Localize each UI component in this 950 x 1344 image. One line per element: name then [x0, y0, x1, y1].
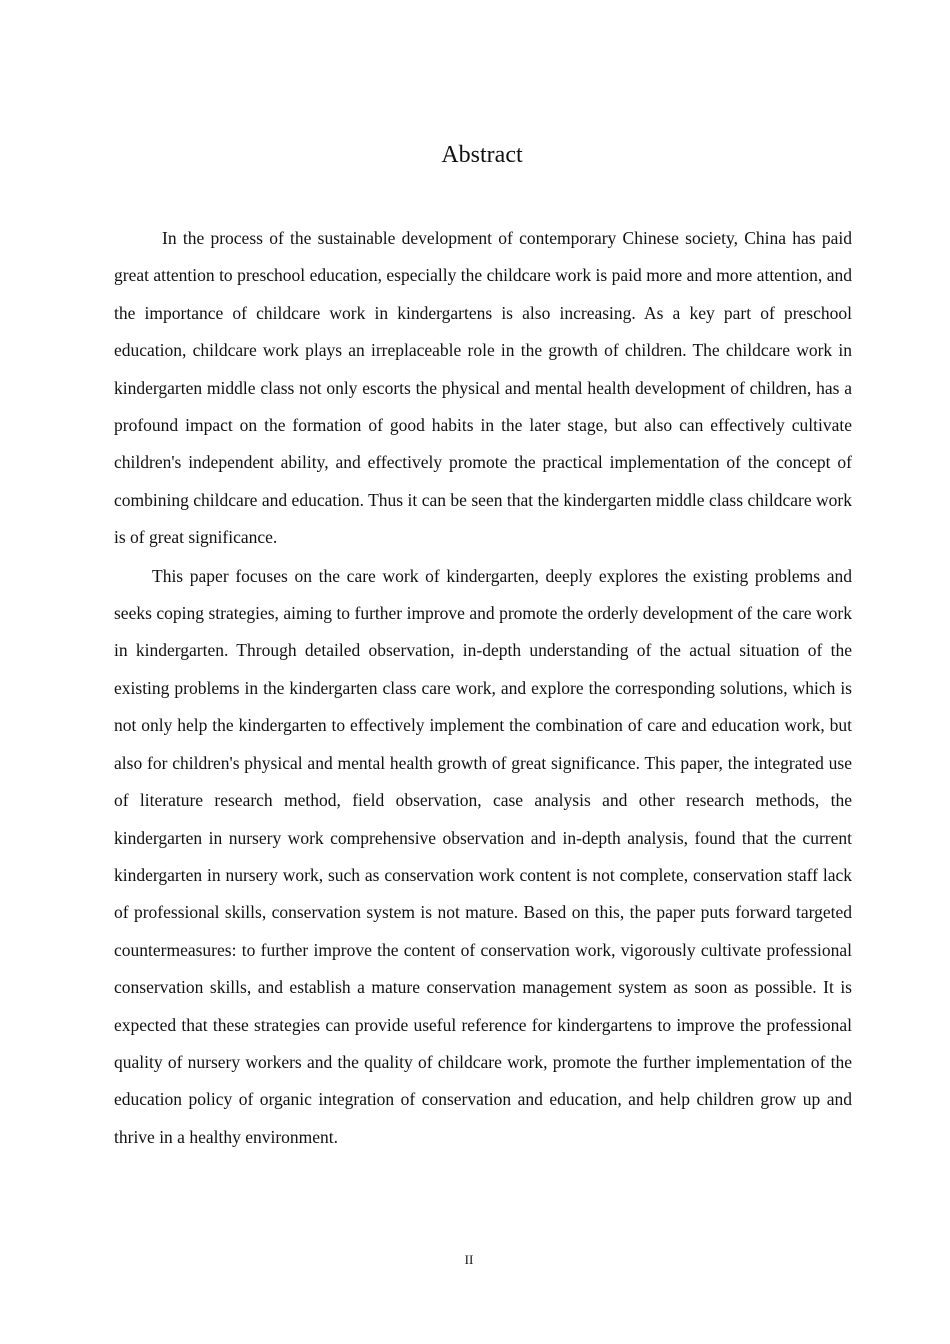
- abstract-body: [114, 220, 852, 1156]
- page-number: II: [464, 1252, 474, 1267]
- abstract-paragraph-2: This paper focuses on the care work of kindergarten, deeply explores the existing problems and seeks coping strategies, aiming to further improve and promote the orderly development of the care work in kindergarten. Through detailed observation, in-depth understanding of the actual situation of the existing problems in the kindergarten class care work, and explore the corresponding solutions, which is not only help the kindergarten to effectively implement the combination of care and education work, but also for children's physical and mental health growth of great significance. This paper, the integrated use of literature research method, field observation, case analysis and other research methods, the kindergarten in nursery work comprehensive observation and in-depth analysis, found that the current kindergarten in nursery work, such as conservation work content is not complete, conservation staff lack of professional skills, conservation system is not mature. Based on this, the paper puts forward targeted countermeasures: to further improve the content of conservation work, vigorously cultivate professional conservation skills, and establish a mature conservation management system as soon as possible. It is expected that these strategies can provide useful reference for kindergartens to improve the professional quality of nursery workers and the quality of childcare work, promote the further implementation of the education policy of organic integration of conservation and education, and help children grow up and thrive in a healthy environment.: [114, 565, 852, 1147]
- abstract-title: Abstract: [441, 142, 523, 169]
- abstract-paragraph-1: In the process of the sustainable development of contemporary Chinese society, China has paid great attention to preschool education, especially the childcare work is paid more and more attention, and the importance of childcare work in kindergartens is also increasing. As a key part of preschool education, childcare work plays an irreplaceable role in the growth of children. The childcare work in kindergarten middle class not only escorts the physical and mental health development of children, has a profound impact on the formation of good habits in the later stage, but also can effectively cultivate children's independent ability, and effectively promote the practical implementation of the concept of combining childcare and education. Thus it can be seen that the kindergarten middle class childcare work is of great significance.: [114, 228, 852, 548]
